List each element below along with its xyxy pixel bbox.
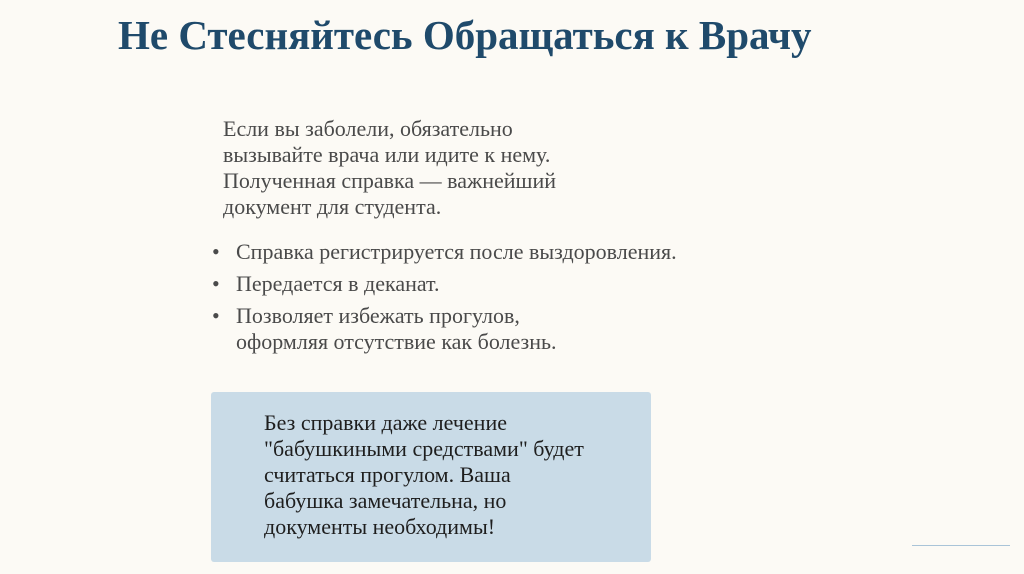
slide-title: Не Стесняйтесь Обращаться к Врачу [118, 12, 812, 58]
bullet-item [212, 303, 812, 355]
intro-line: Полученная справка — важнейший [223, 168, 557, 193]
intro-line: вызывайте врача или идите к нему. [223, 142, 551, 167]
intro-line: Если вы заболели, обязательно [223, 116, 513, 141]
bullet-text: Позволяет избежать прогулов, [236, 303, 520, 328]
bullet-text: оформляя отсутствие как болезнь. [236, 329, 557, 354]
bullet-text: Передается в деканат. [236, 271, 440, 296]
callout-box [211, 392, 651, 562]
callout-line: бабушка замечательна, но [264, 488, 507, 513]
bullet-list [212, 239, 812, 361]
callout-line: документы необходимы! [264, 514, 496, 539]
intro-line: документ для студента. [223, 194, 442, 219]
bullet-dot: • [212, 271, 220, 296]
callout-line: "бабушкиными средствами" будет [264, 436, 584, 461]
bullet-dot: • [212, 303, 220, 328]
callout-line: Без справки даже лечение [264, 410, 507, 435]
bullet-item [212, 271, 812, 297]
intro-paragraph [223, 116, 683, 220]
decorative-divider [912, 545, 1010, 546]
bullet-text: Справка регистрируется после выздоровления. [236, 239, 677, 264]
bullet-item [212, 239, 812, 265]
bullet-dot: • [212, 239, 220, 264]
callout-line: считаться прогулом. Ваша [264, 462, 511, 487]
